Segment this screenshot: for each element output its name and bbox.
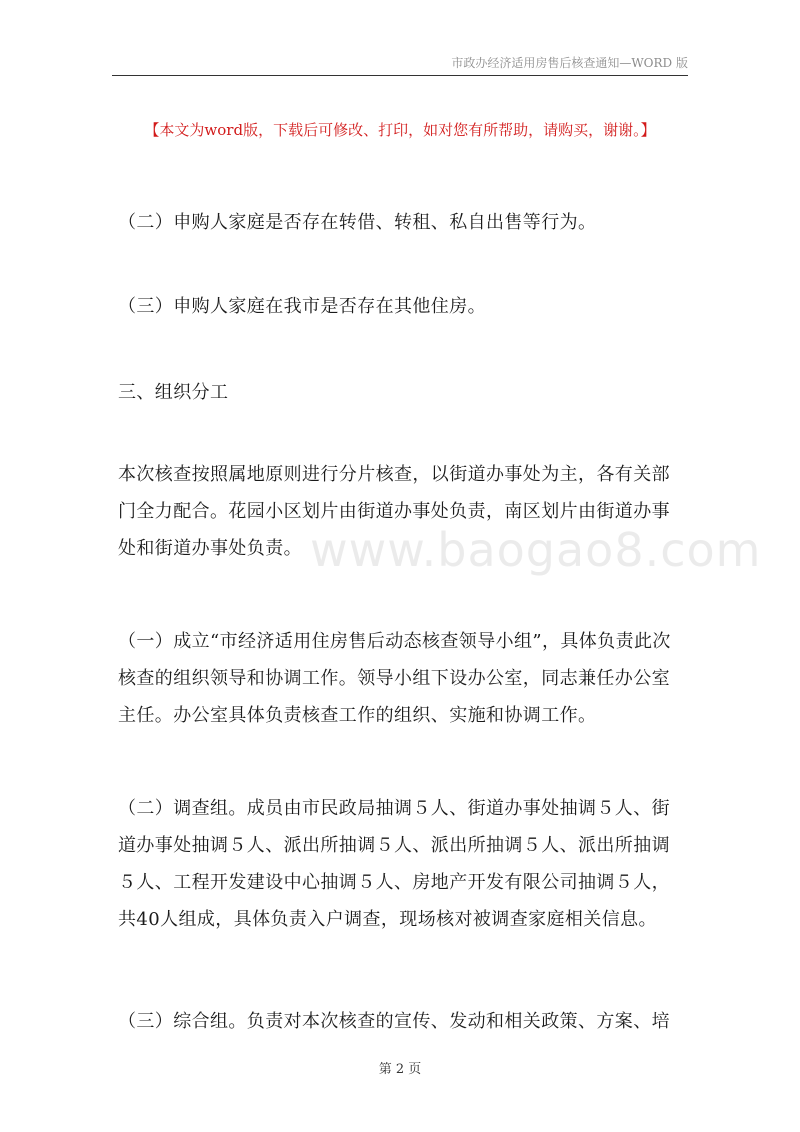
paragraph-investigation-group: （二）调查组。成员由市民政局抽调５人、街道办事处抽调５人、街道办事处抽调５人、派出所抽调５人、派出所抽调５人、派出所抽调５人、工程开发建设中心抽调５人、房地产开发有限公司抽调５人，共40人组成，具体负责入户调查，现场核对被调查家庭相关信息。 xyxy=(118,798,670,930)
section-heading-organization: 三、组织分工 xyxy=(118,382,229,403)
paragraph-general-group: （三）综合组。负责对本次核查的宣传、发动和相关政策、方案、培 xyxy=(118,1011,670,1032)
paragraph-item-2: （二）申购人家庭是否存在转借、转租、私自出售等行为。 xyxy=(118,212,597,233)
watermark: www.baogao8.com xyxy=(310,523,762,577)
paragraph-division-principle: 本次核查按照属地原则进行分片核查，以街道办事处为主，各有关部门全力配合。花园小区划片由街道办事处负责，南区划片由街道办事处和街道办事处负责。 xyxy=(118,464,670,559)
running-header: 市政办经济适用房售后核查通知—WORD 版 xyxy=(451,56,688,70)
paragraph-item-3: （三）申购人家庭在我市是否存在其他住房。 xyxy=(118,296,486,317)
paragraph-leadership-group: （一）成立“市经济适用住房售后动态核查领导小组”，具体负责此次核查的组织领导和协调工作。领导小组下设办公室，同志兼任办公室主任。办公室具体负责核查工作的组织、实施和协调工作。 xyxy=(118,631,671,726)
header-divider xyxy=(112,75,688,76)
page-number: 第 2 页 xyxy=(378,1062,422,1077)
download-notice: 【本文为word版，下载后可修改、打印，如对您有所帮助，请购买，谢谢。】 xyxy=(144,121,656,139)
